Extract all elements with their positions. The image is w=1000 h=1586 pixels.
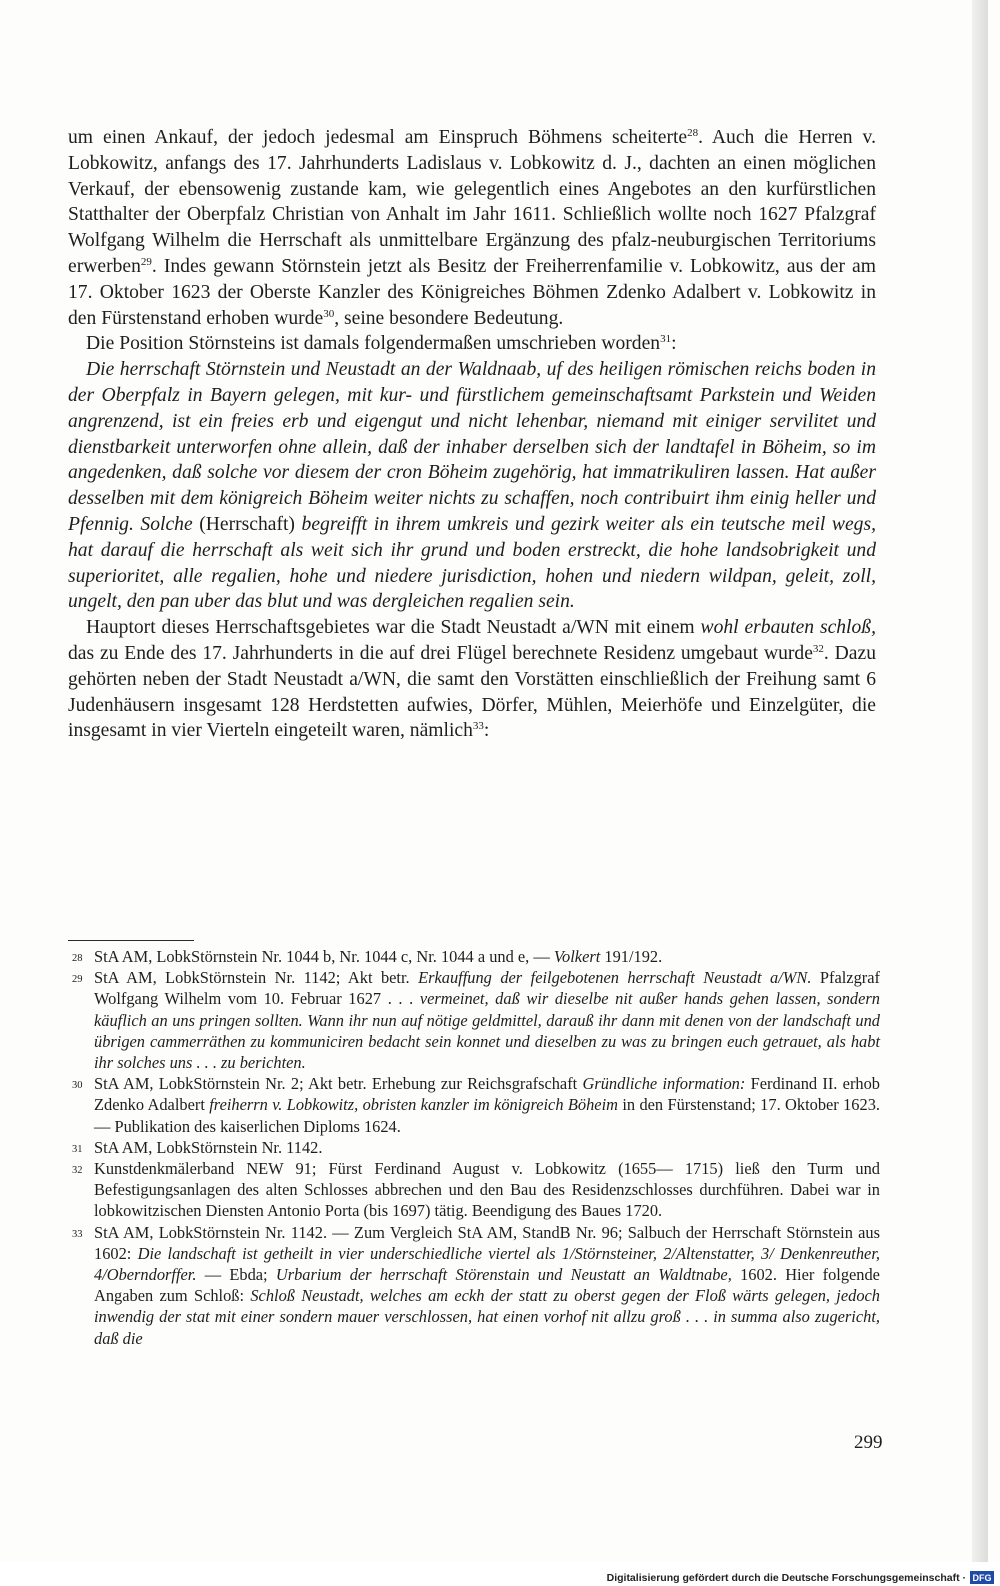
footnote-28-italic: Volkert xyxy=(553,947,601,966)
footnote-33 xyxy=(68,1222,880,1349)
footnote-29-italic-d: vermeinet, daß wir dieselbe nit außer hands gehen lassen, sondern käuflich an uns pringen sollten. Wann ihr nun auf nötige geldmittel, darauß ihr dann mit denen von der landschaft und übrigen cammerräthen zu kommuniciren bedacht sein konnet und dieselben zu was zu bringen euch getrauet, als habt ihr solches uns . . . zu berichten. xyxy=(94,989,880,1073)
footnote-30-number: 30 xyxy=(72,1080,83,1092)
footnote-30 xyxy=(68,1073,880,1137)
footnote-28-text-a: StA AM, LobkStörnstein Nr. 1044 b, Nr. 1044 c, Nr. 1044 a und e, — xyxy=(94,947,550,966)
paragraph-3 xyxy=(68,615,876,744)
footnote-33-text-e: 1602. Hier folgende Angaben zum Schloß: xyxy=(94,1265,880,1306)
paragraph-1-text-d: , seine besondere Bedeutung. xyxy=(334,307,564,329)
footnote-33-text-c: — Ebda; xyxy=(204,1265,268,1285)
scan-page-edge xyxy=(972,0,988,1562)
footnote-33-text-a: StA AM, LobkStörnstein Nr. 1142. — Zum Vergleich StA AM, StandB Nr. 96; Salbuch der Herrschaft Störnstein aus 1602: xyxy=(94,1222,880,1263)
footnote-ref-29[interactable]: 29 xyxy=(140,255,152,268)
footnote-31 xyxy=(68,1137,880,1158)
paragraph-3-italic: wohl erbauten schloß, xyxy=(700,617,876,639)
footnote-32-text-a: Kunstdenkmälerband NEW 91; Fürst Ferdinand August v. Lobkowitz (1655— 1715) ließ den Turm und Befestigungsanlagen des alten Schlosses abbrechen und den Bau des Residenzschlosses durchführen. Dabei war in lobkowitzischen Diensten Antonio Porta (bis 1697) tätig. Beendigung des Baues 1720. xyxy=(94,1159,880,1221)
quotation-text-c: begreifft in ihrem umkreis und gezirk weiter als ein teutsche meil wegs, hat darauf die herrschaft als weit sich ihr grund und boden erstreckt, die hohe landsobrigkeit und superioritet, alle regalien, hohe und niedere jurisdiction, hohen und niedern wildpan, geleit, zoll, ungelt, den pan uber das blut und was dergleichen regalien sein. xyxy=(68,513,877,613)
footnote-33-italic-f: Schloß Neustadt, welches am eckh der statt zu oberst gegen der Floß wärts gelegen, jedoch inwendig der stat mit einer sondern mauer verschlossen, hat einen vorhof nit allzu groß . . . in summa also zugericht, daß die xyxy=(94,1286,881,1348)
footnotes xyxy=(68,946,880,1349)
footnote-28 xyxy=(68,946,880,967)
footnote-30-text-c: Ferdinand II. erhob Zdenko Adalbert xyxy=(94,1074,880,1115)
page-number: 299 xyxy=(854,1432,883,1453)
footnote-ref-33[interactable]: 33 xyxy=(472,720,484,733)
footnote-28-number: 28 xyxy=(72,953,83,964)
footnote-29-text-a: StA AM, LobkStörnstein Nr. 1142; Akt betr. xyxy=(94,968,410,988)
quotation-text-a: Die herrschaft Störnstein und Neustadt an der Waldnaab, uf des heiligen römischen reichs boden in der Oberpfalz in Bayern gelegen, mit kur- und fürstlichem gemeinschaftsamt Parkstein und Weiden angrenzend, ist ein freies erb und eigengut und nicht lehenbar, niemand mit einiger servilitet und dienstbarkeit unterworfen ohne allein, daß der inhaber derselben sich der landtafel in Böheim, so im angedenken, daß solche vor diesem der cron Böheim zugehörig, hat immatrikuliren lassen. Hat außer desselben mit dem königreich Böheim weiter nichts zu schaffen, noch contribuirt ihm einig heller und Pfennig. Solche xyxy=(68,359,876,535)
footnote-28-text-c: 191/192. xyxy=(604,947,663,966)
paragraph-3-text-e: : xyxy=(483,720,490,742)
footnote-30-text-a: StA AM, LobkStörnstein Nr. 2; Akt betr. Erhebung zur Reichsgrafschaft xyxy=(94,1074,578,1094)
footnote-31-number: 31 xyxy=(72,1143,83,1155)
footnote-29 xyxy=(68,967,880,1073)
footnote-ref-28[interactable]: 28 xyxy=(687,127,699,139)
footnote-30-italic-b: Gründliche information: xyxy=(582,1074,746,1094)
footnote-31-text-a: StA AM, LobkStörnstein Nr. 1142. xyxy=(94,1137,323,1157)
paragraph-1-text-c: . Indes gewann Störnstein jetzt als Besitz der Freiherrenfamilie v. Lobkowitz, aus der am 17. Oktober 1623 der Oberste Kanzler des Königreiches Böhmen Zdenko Adalbert v. Lobkowitz in den Fürstenstand erhoben wurde xyxy=(68,255,876,329)
main-text xyxy=(68,125,876,744)
footnote-30-italic-d: freiherrn v. Lobkowitz, obristen kanzler im königreich Böheim xyxy=(209,1095,618,1115)
paragraph-3-text-d: . Dazu gehörten neben der Stadt Neustadt a/WN, die samt den Vorstätten einschließlich der Freihung samt 6 Judenhäusern insgesamt 128 Herdstetten aufwies, Dörfer, Mühlen, Meierhöfe und Einzelgüter, die insgesamt in vier Vierteln eingeteilt waren, nämlich xyxy=(68,642,876,742)
footnote-33-italic-d: Urbarium der herrschaft Störenstain und Neustatt an Waldtnabe, xyxy=(275,1265,732,1285)
paragraph-2-text-a: Die Position Störnsteins ist damals folgendermaßen umschrieben worden xyxy=(86,333,661,355)
paragraph-2 xyxy=(68,331,876,357)
paragraph-2-text-b: : xyxy=(671,333,677,355)
digitization-credit: Digitalisierung gefördert durch die Deutsche Forschungsgemeinschaft · xyxy=(606,1572,966,1584)
footnote-separator xyxy=(68,940,194,941)
paragraph-1 xyxy=(68,125,876,331)
footnote-33-number: 33 xyxy=(72,1228,83,1240)
footnote-30-text-e: in den Fürstenstand; 17. Oktober 1623. — Publikation des kaiserlichen Diploms 1624. xyxy=(94,1095,880,1136)
quotation xyxy=(68,357,876,615)
footnote-33-italic-b: Die landschaft ist getheilt in vier underschiedliche viertel als 1/Störnsteiner, 2/Altenstatter, 3/ Denkenreuther, 4/Oberndorffer. xyxy=(94,1243,880,1285)
quotation-insert: (Herrschaft) xyxy=(199,513,295,535)
footnote-32-number: 32 xyxy=(72,1165,83,1177)
footnote-29-number: 29 xyxy=(72,974,83,986)
footnote-29-italic-b: Erkauffung der feilgebotenen herrschaft Neustadt a/WN. xyxy=(418,968,812,988)
paragraph-1-text-a: um einen Ankauf, der jedoch jedesmal am Einspruch Böhmens scheiterte xyxy=(68,127,688,148)
footnote-ref-32[interactable]: 32 xyxy=(812,642,824,655)
footnote-32 xyxy=(68,1158,880,1222)
footnote-ref-31[interactable]: 31 xyxy=(660,333,672,346)
dfg-logo: DFG xyxy=(970,1571,994,1584)
paragraph-1-text-b: . Auch die Herren v. Lobkowitz, anfangs des 17. Jahrhunderts Ladislaus v. Lobkowitz d. J., dachten an einen möglichen Verkauf, der ebensowenig zustande kam, wie gelegentlich eines Angebotes an den kurfürstlichen Statthalter der Oberpfalz Christian von Anhalt im Jahr 1611. Schließlich wollte noch 1627 Pfalzgraf Wolfgang Wilhelm die Herrschaft als unmittelbare Ergänzung des pfalz-neuburgischen Territoriums erwerben xyxy=(68,127,876,277)
paragraph-3-text-c: das zu Ende des 17. Jahrhunderts in die auf drei Flügel berechnete Residenz umgebaut wurde xyxy=(68,642,813,664)
footnote-ref-30[interactable]: 30 xyxy=(323,307,335,320)
footnote-29-text-c: Pfalzgraf Wolfgang Wilhelm vom 10. Februar 1627 . . . xyxy=(94,968,880,1009)
paragraph-3-text-a: Hauptort dieses Herrschaftsgebietes war die Stadt Neustadt a/WN mit einem xyxy=(86,617,695,639)
